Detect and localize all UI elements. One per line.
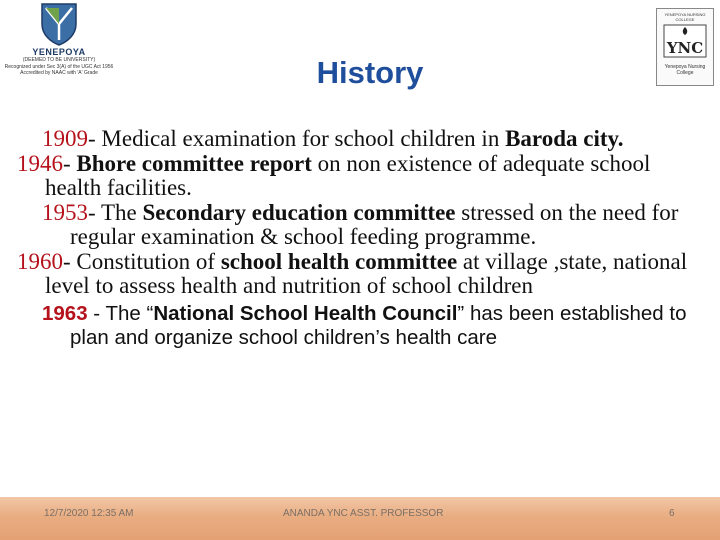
history-entry-1963	[42, 302, 702, 351]
history-entry-1953	[42, 201, 702, 250]
entry-year: 1946	[17, 150, 63, 176]
entry-year: 1963	[42, 301, 88, 325]
university-name: YENEPOYA	[32, 47, 86, 57]
footer-presenter: ANANDA YNC ASST. PROFESSOR	[283, 508, 444, 519]
history-entry-1909	[42, 127, 702, 152]
entry-text: - The “	[87, 301, 154, 325]
entry-year: 1953	[42, 199, 88, 225]
slide-footer	[0, 497, 720, 540]
college-logo-bottom-text: Yenepoya Nursing College	[664, 64, 706, 76]
university-line: Accredited by NAAC with 'A' Grade	[20, 70, 98, 76]
shield-icon	[38, 2, 80, 46]
slide-number: 6	[669, 508, 675, 519]
university-line: Recognized under Sec 3(A) of the UGC Act 1956	[4, 63, 114, 70]
footer-date: 12/7/2020 12:35 AM	[44, 508, 134, 519]
entry-text: - Constitution of	[63, 248, 221, 274]
entry-bold-text: Baroda city.	[505, 126, 624, 151]
entry-text: - Medical examination for school children in	[88, 126, 506, 151]
entry-year: 1960	[17, 248, 63, 274]
entry-bold-text: National School Health Council	[153, 301, 458, 325]
ync-monogram-text: YNC	[666, 39, 704, 57]
ync-monogram-icon	[663, 24, 707, 58]
entry-text: - The	[88, 199, 143, 225]
entry-bold-text: Bhore committee report	[76, 150, 312, 176]
entry-text: -	[63, 150, 77, 176]
history-entry-1946	[17, 150, 702, 201]
entry-text: at village ,state, national level to assess health and nutrition of school children	[45, 248, 688, 298]
entry-bold-text: Secondary education committee	[142, 199, 456, 225]
entry-year: 1909	[42, 126, 88, 151]
college-logo-top-text: YENEPOYA NURSING COLLEGE	[664, 12, 706, 22]
slide-title: History	[316, 55, 424, 90]
history-entry-1960	[17, 248, 702, 299]
entry-bold-text: school health committee	[220, 248, 458, 274]
entry-text: on non existence of adequate school health facilities.	[45, 150, 651, 200]
entry-text: ” has been established to plan and organize school children’s health care	[70, 301, 687, 349]
history-list	[17, 126, 702, 351]
university-line: (DEEMED TO BE UNIVERSITY)	[22, 57, 96, 63]
entry-text: stressed on the need for regular examination & school feeding programme.	[70, 199, 679, 249]
